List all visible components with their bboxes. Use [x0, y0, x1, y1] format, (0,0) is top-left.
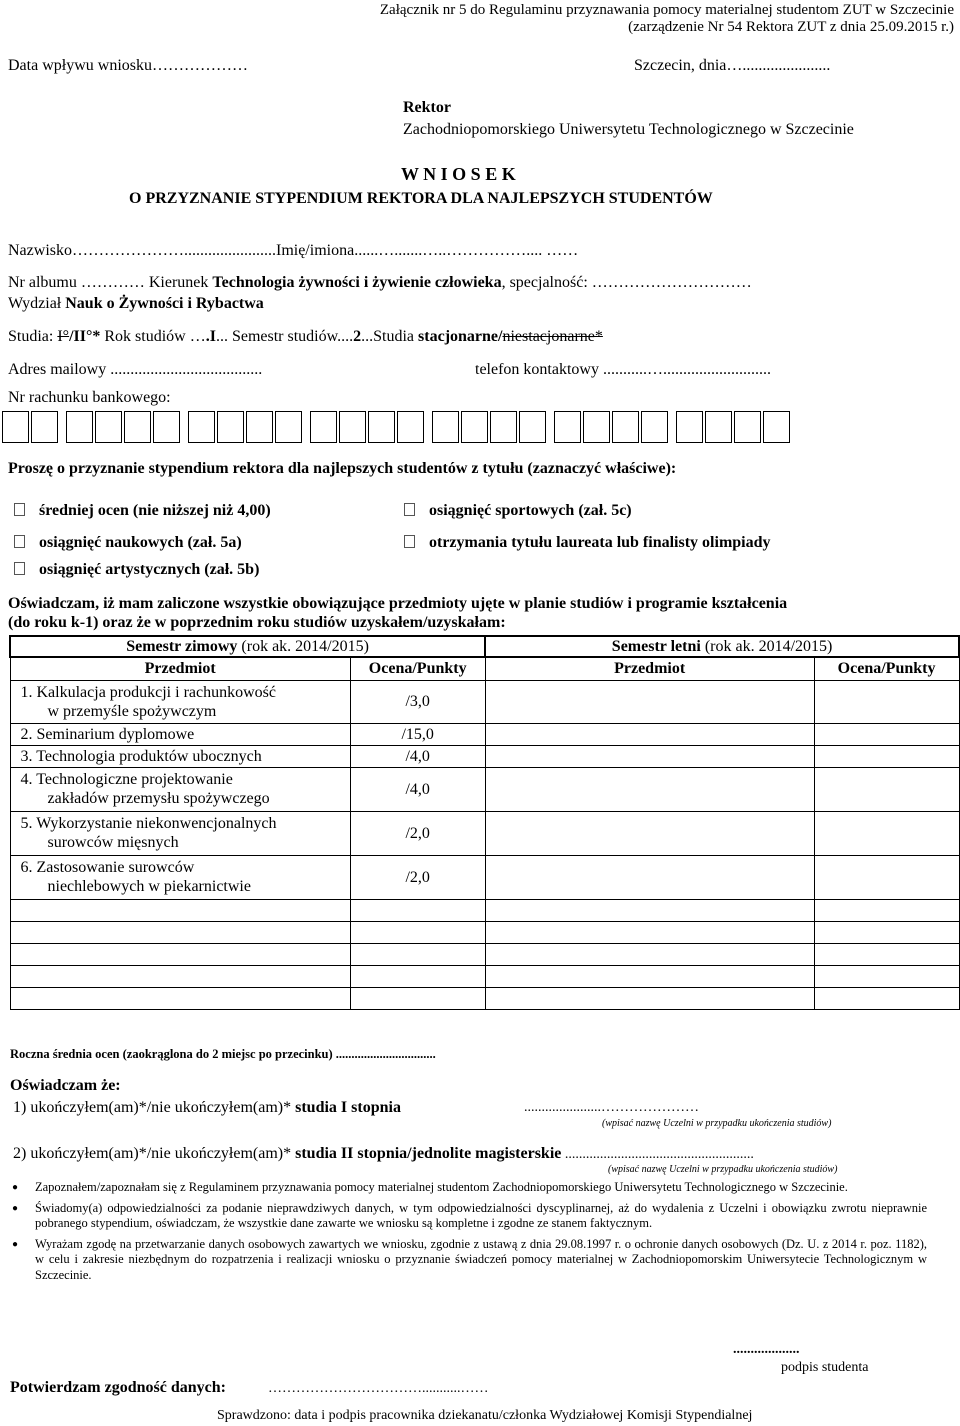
first-name-label: Imię/imiona — [275, 242, 355, 259]
kierunek-label: Kierunek — [148, 274, 213, 291]
col-grade-winter: Ocena/Punkty — [350, 657, 485, 680]
addressee-title: Rektor — [403, 99, 451, 116]
list-item: ● Zapoznałem/zapoznałam się z Regulaminem przyznawania pomocy materialnej studentom Zachodniopomorskiego Uniwersytetu Technologicznego w Szczecinie. — [12, 1180, 927, 1196]
email-field[interactable]: Adres mailowy ...................................... — [8, 361, 263, 378]
specjalnosc-field[interactable]: ………………………… — [591, 274, 752, 291]
addressee-university: Zachodniopomorskiego Uniwersytetu Technologicznego w Szczecinie — [403, 121, 854, 138]
table-row — [10, 987, 959, 1009]
checkbox-icon[interactable] — [14, 503, 25, 516]
col-subject-summer: Przedmiot — [485, 657, 814, 680]
studia-niestacjonarne: niestacjonarne* — [502, 328, 603, 345]
album-row — [8, 274, 752, 292]
city-date-field[interactable]: Szczecin, dnia…...................... — [634, 57, 831, 74]
rok-label: Rok studiów … — [104, 328, 206, 345]
table-row — [10, 965, 959, 987]
table-row: 4. Technologiczne projektowanie zakładów przemysłu spożywczego /4,0 — [10, 767, 959, 811]
statement-1-note: (wpisać nazwę Uczelni w przypadku ukończenia studiów) — [602, 1118, 832, 1129]
list-item: ● Wyrażam zgodę na przetwarzanie danych osobowych zawartych we wniosku, zgodnie z ustawą z dnia 29.08.1997 r. o ochronie danych osobowych (Dz. U. z 2014 r. poz. 1182), w celu i zakresie niezbędnym do rozpatrzenia i realizacji wniosku o przyznanie świadczeń pomocy materialnej w Zachodniopomorskim Uniwersytecie Technologicznym w Szczecinie. — [12, 1237, 927, 1284]
first-name-field[interactable]: ......….......…..…………….... …… — [354, 242, 579, 259]
statement-1: 1) ukończyłem(am)*/nie ukończyłem(am)* studia I stopnia — [13, 1099, 401, 1116]
rok-value: .I — [205, 328, 216, 345]
confirm-label: Potwierdzam zgodność danych: — [10, 1379, 226, 1396]
phone-field[interactable]: telefon kontaktowy ...........…........................... — [475, 361, 771, 378]
intake-date-field[interactable]: ……………… — [151, 57, 248, 74]
average-field[interactable]: Roczna średnia ocen (zaokrąglona do 2 miejsc po przecinku) ................................ — [10, 1047, 436, 1061]
bank-account-label: Nr rachunku bankowego: — [8, 389, 171, 406]
intake-date — [8, 57, 248, 75]
studia-first-degree: I° — [57, 328, 70, 345]
option-sports[interactable]: osiągnięć sportowych (zał. 5c) — [404, 502, 632, 520]
checkbox-icon[interactable] — [404, 535, 415, 548]
surname-field[interactable]: …………………....................... — [71, 242, 276, 259]
statement-title: Oświadczam że: — [10, 1077, 121, 1094]
option-olympiad[interactable]: otrzymania tytułu laureata lub finalisty olimpiady — [404, 534, 771, 552]
specjalnosc-label: , specjalność: — [501, 274, 592, 291]
summer-semester-header: Semestr letni (rok ak. 2014/2015) — [485, 636, 959, 657]
grades-table — [9, 635, 960, 1010]
winter-semester-header: Semestr zimowy (rok ak. 2014/2015) — [10, 636, 485, 657]
attachment-line-2: (zarządzenie Nr 54 Rektora ZUT z dnia 25.09.2015 r.) — [628, 19, 954, 35]
checkbox-icon[interactable] — [14, 535, 25, 548]
option-average[interactable]: średniej ocen (nie niższej niż 4,00) — [14, 502, 271, 520]
wydzial-value: Nauk o Żywności i Rybactwa — [65, 295, 264, 312]
wydzial-label: Wydział — [8, 295, 66, 312]
surname-label: Nazwisko — [8, 242, 72, 259]
checkbox-icon[interactable] — [14, 562, 25, 575]
table-row: 2. Seminarium dyplomowe /15,0 — [10, 723, 959, 745]
consent-list — [12, 1180, 927, 1288]
statement-2-note: (wpisać nazwę Uczelni w przypadku ukończenia studiów) — [608, 1164, 838, 1175]
checkbox-icon[interactable] — [404, 503, 415, 516]
form-subtitle: O PRZYZNANIE STYPENDIUM REKTORA DLA NAJLEPSZYCH STUDENTÓW — [129, 190, 713, 207]
studia-type-label: ...Studia — [361, 328, 419, 345]
footer-note: Sprawdzono: data i podpis pracownika dziekanatu/członka Wydziałowej Komisji Stypendialnej — [217, 1408, 753, 1423]
studia-label: Studia: — [8, 328, 58, 345]
table-row — [10, 921, 959, 943]
form-title: W N I O S E K — [401, 164, 516, 184]
attachment-header — [380, 2, 954, 36]
request-text: Proszę o przyznanie stypendium rektora dla najlepszych studentów z tytułu (zaznaczyć właściwe): — [8, 460, 677, 477]
confirm-field[interactable]: ……………………………...........…… — [268, 1381, 489, 1396]
semestr-label: ... Semestr studiów.... — [215, 328, 354, 345]
table-row: 5. Wykorzystanie niekonwencjonalnych surowców mięsnych /2,0 — [10, 811, 959, 855]
semestr-value: 2 — [353, 328, 362, 345]
col-subject-winter: Przedmiot — [10, 657, 350, 680]
table-row — [10, 943, 959, 965]
attachment-line-1: Załącznik nr 5 do Regulaminu przyznawania pomocy materialnej studentom ZUT w Szczecinie — [379, 2, 954, 18]
album-field[interactable]: ………… — [80, 274, 149, 291]
wydzial-row — [8, 295, 264, 313]
col-grade-summer: Ocena/Punkty — [814, 657, 959, 680]
signature-label: podpis studenta — [781, 1360, 869, 1375]
option-science[interactable]: osiągnięć naukowych (zał. 5a) — [14, 534, 242, 552]
statement-2-field[interactable]: ...................................................... — [561, 1147, 754, 1162]
studia-second-degree: /II°* — [69, 328, 105, 345]
table-row — [10, 899, 959, 921]
album-label: Nr albumu — [8, 274, 77, 291]
bank-account-boxes[interactable] — [2, 411, 798, 443]
studia-stacjonarne: stacjonarne/ — [418, 328, 503, 345]
intake-date-label: Data wpływu wniosku — [8, 57, 152, 74]
list-item: ● Świadomy(a) odpowiedzialności za podanie nieprawdziwych danych, w tym odpowiedzialności dyscyplinarnej, aż do wydalenia z Uczelni i obowiązku zwrotu nieprawnie pobranego stypendium, oświadczam, że wszystkie dane zawarte we wniosku są kompletne i zgodne ze stanem faktycznym. — [12, 1201, 927, 1232]
signature-field[interactable]: ................... — [733, 1342, 800, 1357]
option-artistic[interactable]: osiągnięć artystycznych (zał. 5b) — [14, 561, 259, 579]
statement-1-field[interactable]: ......................………………… — [524, 1100, 699, 1115]
table-row: 3. Technologia produktów ubocznych /4,0 — [10, 745, 959, 767]
table-row: 6. Zastosowanie surowców niechlebowych w piekarnictwie /2,0 — [10, 855, 959, 899]
studies-row — [8, 328, 603, 346]
surname-row — [8, 242, 578, 260]
declaration: Oświadczam, iż mam zaliczone wszystkie obowiązujące przedmioty ujęte w planie studiów i programie kształcenia (do roku k-1) oraz że w poprzednim roku studiów uzyskałem/uzyskałam: — [8, 595, 788, 631]
statement-2: 2) ukończyłem(am)*/nie ukończyłem(am)* studia II stopnia/jednolite magisterskie ...................................................... — [13, 1145, 754, 1162]
kierunek-value: Technologia żywności i żywienie człowieka — [212, 274, 502, 291]
table-row: 1. Kalkulacja produkcji i rachunkowość w przemyśle spożywczym /3,0 — [10, 680, 959, 723]
